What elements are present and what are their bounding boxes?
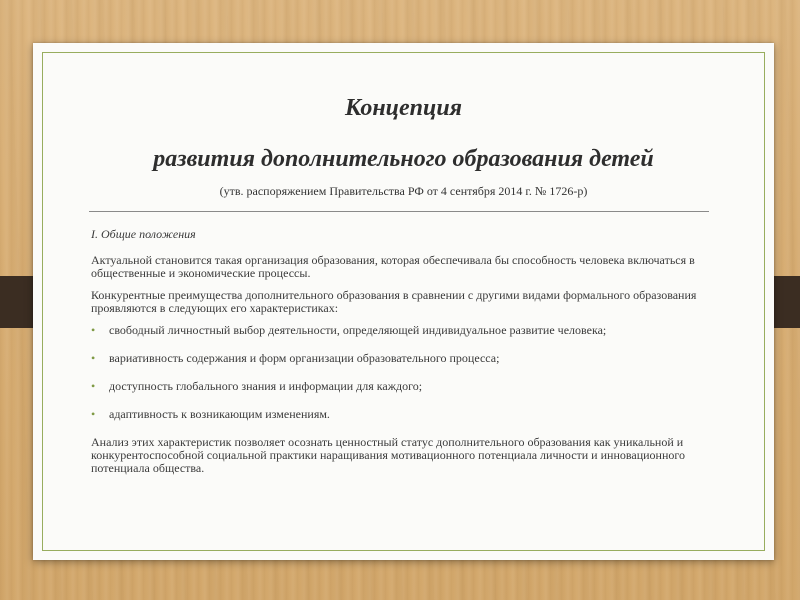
document-body <box>91 228 711 484</box>
paragraph-3: Анализ этих характеристик позволяет осознать ценностный статус дополнительного образования как уникальной и конкурентоспособной социальной практики наращивания мотивационного потенциала личности и инновационного потенциала общества. <box>91 435 686 475</box>
bullet-icon: • <box>91 351 96 365</box>
paragraph-1: Актуальной становится такая организация образования, которая обеспечивала бы способность человека включаться в общественные и экономические процессы. <box>91 253 695 280</box>
list-item-text: свободный личностный выбор деятельности, определяющей индивидуальное развитие человека; <box>109 323 607 337</box>
subtitle: (утв. распоряжением Правительства РФ от 4 сентября 2014 г. № 1726-р) <box>219 184 588 198</box>
list-item-text: доступность глобального знания и информации для каждого; <box>109 379 423 393</box>
list-item <box>91 352 711 365</box>
divider-line <box>89 211 709 212</box>
bullet-icon: • <box>91 323 96 337</box>
section-heading: I. Общие положения <box>91 227 196 241</box>
list-item <box>91 380 711 393</box>
title-line-1: Концепция <box>344 95 463 121</box>
title-line-2: развития дополнительного образования детей <box>153 146 654 172</box>
list-item <box>91 324 711 337</box>
list-item <box>91 408 711 421</box>
list-item-text: адаптивность к возникающим изменениям. <box>109 407 330 421</box>
slide-page <box>33 43 774 560</box>
characteristics-list <box>91 324 711 421</box>
bullet-icon: • <box>91 379 96 393</box>
paragraph-2: Конкурентные преимущества дополнительного образования в сравнении с другими видами формального образования проявляются в следующих его характеристиках: <box>91 288 697 315</box>
bullet-icon: • <box>91 407 96 421</box>
list-item-text: вариативность содержания и форм организации образовательного процесса; <box>109 351 500 365</box>
